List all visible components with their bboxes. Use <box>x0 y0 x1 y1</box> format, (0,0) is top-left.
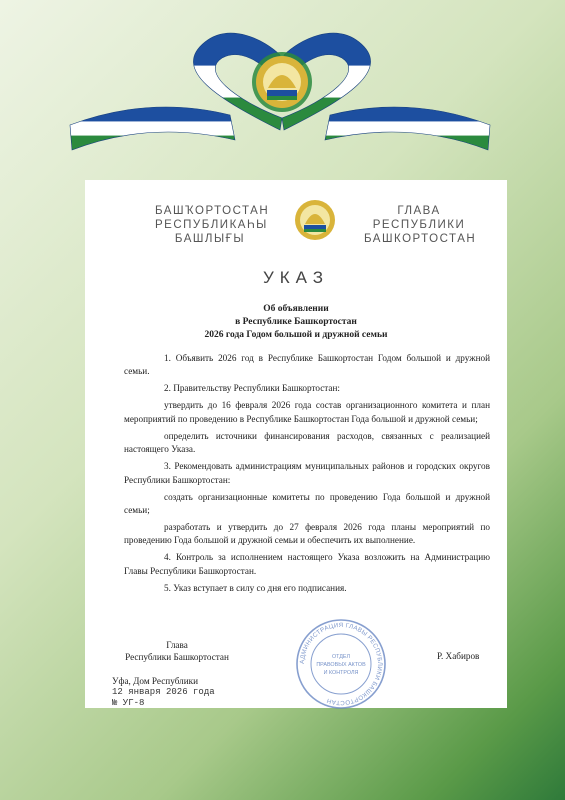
paragraph: 1. Объявить 2026 год в Республике Башкортостан Годом большой и дружной семьи. <box>124 353 490 377</box>
header-right-line: ГЛАВА <box>397 205 441 217</box>
document-type: УКАЗ <box>262 268 330 287</box>
date-text: 12 января 2026 года <box>112 687 215 697</box>
header-left-line: БАШҠОРТОСТАН <box>155 205 270 217</box>
ribbon-right-tail <box>325 107 490 150</box>
ribbon-banner <box>0 0 565 180</box>
header-right-line: БАШКОРТОСТАН <box>364 233 477 245</box>
header-right-line: РЕСПУБЛИКИ <box>372 219 466 231</box>
document-body <box>124 352 490 599</box>
document-number: № УГ-8 <box>112 698 145 708</box>
header-left-line: РЕСПУБЛИКАҺЫ <box>155 219 268 231</box>
subject-line: в Республике Башкортостан <box>235 317 357 327</box>
paragraph: 4. Контроль за исполнением настоящего Указа возложить на Администрацию Главы Республики Башкортостан. <box>124 552 490 576</box>
official-stamp <box>294 617 388 711</box>
ribbon-left-tail <box>70 107 235 150</box>
header-left-line: БАШЛЫҒЫ <box>174 233 246 245</box>
document-subject <box>85 303 507 342</box>
signatory-title-line: Глава <box>166 640 188 650</box>
header-bashkir <box>155 204 270 246</box>
stamp-center-line: ОТДЕЛ <box>331 654 351 660</box>
stamp-center-line: И КОНТРОЛЯ <box>323 670 359 676</box>
paragraph: 5. Указ вступает в силу со дня его подписания. <box>164 582 347 593</box>
emblem-icon <box>293 198 337 242</box>
document-place-date <box>112 676 215 709</box>
coat-of-arms-icon <box>252 52 312 112</box>
paragraph: 3. Рекомендовать администрациям муниципальных районов и городских округов Республики Башкортостан: <box>124 461 490 485</box>
paragraph: разработать и утвердить до 27 февраля 2026 года планы мероприятий по проведению Года большой и дружной семьи и обеспечить их выполнение. <box>124 522 490 546</box>
paragraph: 2. Правительству Республики Башкортостан: <box>164 383 340 394</box>
stamp-center-line: ПРАВОВЫХ АКТОВ <box>316 662 366 668</box>
paragraph: создать организационные комитеты по проведению Года большой и дружной семьи; <box>124 491 490 515</box>
signatory-title <box>112 639 242 663</box>
signatory-name: Р. Хабиров <box>437 651 480 661</box>
decree-page <box>85 180 507 708</box>
paragraph: определить источники финансирования расходов, связанных с реализацией настоящего Указа. <box>124 430 490 455</box>
subject-line: 2026 года Годом большой и дружной семьи <box>204 330 388 340</box>
paragraph: утвердить до 16 февраля 2026 года состав организационного комитета и план мероприятий по проведению в Республике Башкортостан Года большой и дружной семьи; <box>124 400 490 424</box>
signatory-title-line: Республики Башкортостан <box>125 652 229 662</box>
stamp-ring-text: АДМИНИСТРАЦИЯ ГЛАВЫ РЕСПУБЛИКИ БАШКОРТОСТАН <box>298 621 384 707</box>
subject-line: Об объявлении <box>263 304 329 314</box>
header-russian <box>364 204 477 246</box>
place-text: Уфа, Дом Республики <box>112 676 199 686</box>
